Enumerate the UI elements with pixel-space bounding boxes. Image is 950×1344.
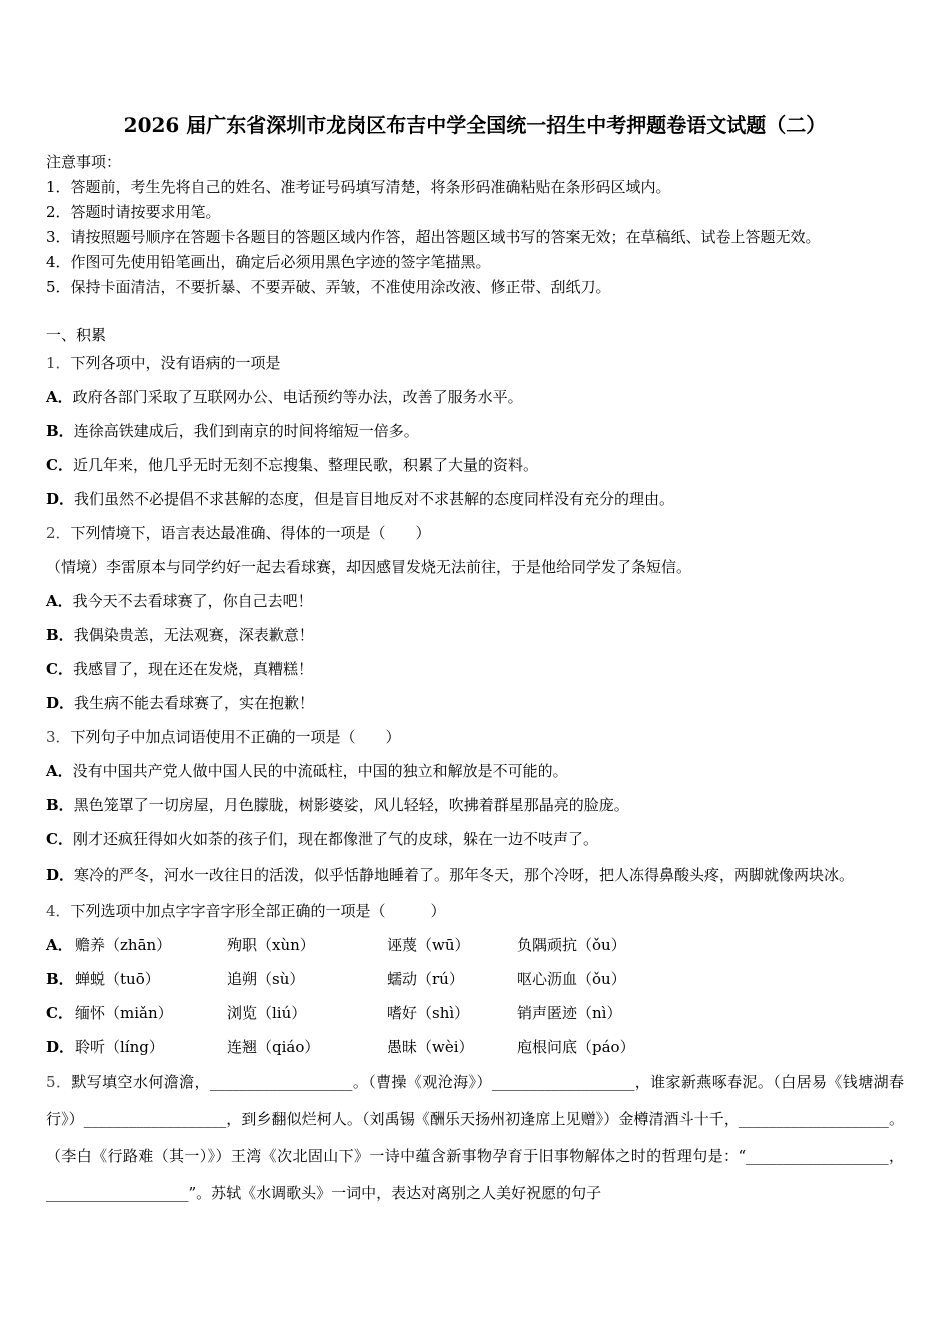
word-item: 聆听（líng） (75, 1038, 164, 1056)
option-letter: D． (46, 1038, 75, 1056)
option-letter: C． (46, 1004, 73, 1022)
option-text: 我偶染贵恙，无法观赛，深表歉意！ (73, 626, 314, 644)
word-item: 庖根问底（páo） (517, 1038, 635, 1056)
option-letter: C． (46, 830, 73, 848)
question-stem (46, 516, 904, 550)
question-stem (46, 346, 904, 380)
question-number: 4． (46, 902, 71, 920)
option-letter: D． (46, 490, 75, 508)
notice-item: 4．作图可先使用铅笔画出，确定后必须用黑色字迹的签字笔描黑。 (46, 253, 491, 271)
option-d (46, 482, 904, 516)
option-text: 近几年来，他几乎无时无刻不忘搜集、整理民歌，积累了大量的资料。 (72, 456, 538, 474)
option-b (46, 962, 904, 996)
question-number: 5． (46, 1073, 72, 1091)
question-text: 下列各项中，没有语病的一项是 (70, 354, 281, 372)
option-b (46, 618, 904, 652)
notice-item: 5．保持卡面清洁，不要折暴、不要弄破、弄皱，不准使用涂改液、修正带、刮纸刀。 (46, 278, 611, 296)
notice-item: 3．请按照题号顺序在答题卡各题目的答题区域内作答，超出答题区域书写的答案无效；在草稿纸、试卷上答题无效。 (46, 228, 821, 246)
notice-item: 1．答题前，考生先将自己的姓名、准考证号码填写清楚，将条形码准确粘贴在条形码区域内。 (46, 178, 671, 196)
option-text: 寒冷的严冬，河水一改往日的活泼，似乎恬静地睡着了。那年冬天，那个冷呀，把人冻得鼻酸头疼，两脚就像两块冰。 (74, 866, 855, 884)
notice-item: 2．答题时请按要求用笔。 (46, 203, 221, 221)
option-text: 黑色笼罩了一切房屋，月色朦胧，树影婆娑，风儿轻轻，吹拂着群星那晶亮的脸庞。 (73, 796, 629, 814)
option-letter: C． (46, 456, 73, 474)
option-a (46, 584, 904, 618)
section-heading: 一、积累 (46, 326, 107, 344)
notice-heading: 注意事项： (46, 153, 122, 171)
option-text: 连徐高铁建成后，我们到南京的时间将缩短一倍多。 (73, 422, 419, 440)
option-d (46, 856, 904, 894)
option-letter: D． (46, 694, 75, 712)
option-text: 我今天不去看球赛了，你自己去吧！ (72, 592, 313, 610)
word-item: 追朔（sù） (227, 970, 305, 988)
word-item: 负隅顽抗（ǒu） (517, 936, 626, 954)
option-letter: C． (46, 660, 73, 678)
option-a (46, 928, 904, 962)
option-letter: B． (46, 626, 74, 644)
word-item: 连翘（qiáo） (227, 1038, 320, 1056)
option-text: 我感冒了，现在还在发烧，真糟糕！ (72, 660, 313, 678)
option-a (46, 754, 904, 788)
option-letter: A． (46, 936, 73, 954)
option-text: 我们虽然不必提倡不求甚解的态度，但是盲目地反对不求甚解的态度同样没有充分的理由。 (74, 490, 675, 508)
option-d (46, 1030, 904, 1064)
question-stem (46, 720, 904, 754)
question-4 (46, 894, 904, 1064)
question-number: 1． (46, 354, 71, 372)
option-c (46, 652, 904, 686)
word-item: 呕心沥血（ǒu） (517, 970, 626, 988)
option-c (46, 448, 904, 482)
exam-title: 2026 届广东省深圳市龙岗区布吉中学全国统一招生中考押题卷语文试题（二） (123, 113, 827, 137)
question-text: 下列选项中加点字字音字形全部正确的一项是（ ） (70, 902, 446, 920)
question-1 (46, 346, 904, 516)
question-context: （情境）李雷原本与同学约好一起去看球赛，却因感冒发烧无法前往，于是他给同学发了条短信。 (46, 558, 692, 576)
question-text: 默写填空水何澹澹，___________________。（曹操《观沧海》）___________________，谁家新燕啄春泥。（白居易《钱塘湖春行》）___________________，到乡翻似烂柯人。（刘禹锡《酬乐天扬州初逢席上见赠》）金樽清酒斗十千，____________________。（李白《行路难（其一）》）王湾《次北固山下》一诗中蕴含新事物孕育于旧事物解体之时的哲理句是：“___________________，___________________”。苏轼《水调歌头》一词中，表达对离别之人美好祝愿的句子 (46, 1073, 904, 1202)
notice-block (46, 150, 904, 300)
question-3 (46, 720, 904, 894)
option-letter: A． (46, 388, 73, 406)
option-d (46, 686, 904, 720)
word-item: 蝉蜕（tuō） (75, 970, 160, 988)
question-5 (46, 1064, 904, 1212)
option-text: 没有中国共产党人做中国人民的中流砥柱，中国的独立和解放是不可能的。 (72, 762, 568, 780)
option-letter: B． (46, 796, 74, 814)
option-b (46, 788, 904, 822)
question-text: 下列情境下，语言表达最准确、得体的一项是（ ） (70, 524, 431, 542)
word-item: 嗜好（shì） (387, 1004, 470, 1022)
question-stem (46, 894, 904, 928)
option-letter: A． (46, 592, 73, 610)
question-text: 下列句子中加点词语使用不正确的一项是（ ） (70, 728, 401, 746)
word-item: 浏览（liú） (227, 1004, 307, 1022)
question-number: 3． (46, 728, 71, 746)
option-letter: D． (46, 866, 75, 884)
option-letter: B． (46, 970, 74, 988)
word-item: 蠕动（rú） (387, 970, 464, 988)
word-item: 殉职（xùn） (227, 936, 315, 954)
word-item: 销声匿迹（nì） (517, 1004, 622, 1022)
option-text: 政府各部门采取了互联网办公、电话预约等办法，改善了服务水平。 (72, 388, 523, 406)
word-item: 缅怀（miǎn） (75, 1004, 173, 1022)
word-item: 愚昧（wèi） (387, 1038, 474, 1056)
option-a (46, 380, 904, 414)
option-letter: B． (46, 422, 74, 440)
option-text: 我生病不能去看球赛了，实在抱歉！ (74, 694, 315, 712)
option-c (46, 822, 904, 856)
word-item: 赡养（zhān） (75, 936, 172, 954)
question-2 (46, 516, 904, 720)
question-number: 2． (46, 524, 71, 542)
word-item: 诬蔑（wū） (387, 936, 470, 954)
option-b (46, 414, 904, 448)
option-letter: A． (46, 762, 73, 780)
option-c (46, 996, 904, 1030)
option-text: 刚才还疯狂得如火如荼的孩子们，现在都像泄了气的皮球，躲在一边不吱声了。 (72, 830, 598, 848)
